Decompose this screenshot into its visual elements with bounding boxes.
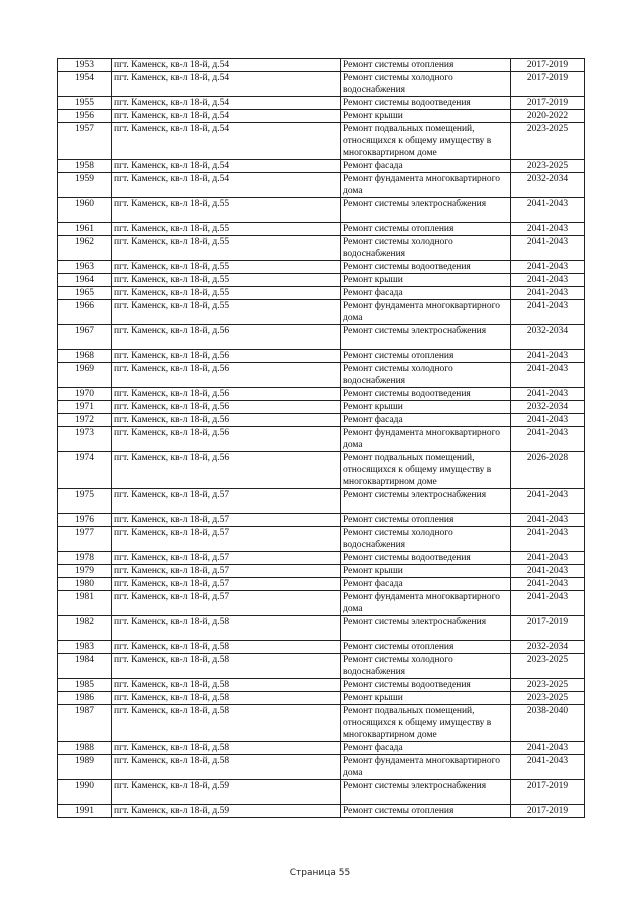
table-row (58, 489, 585, 514)
period-cell: 2023-2025 (511, 692, 585, 705)
period-cell: 2041-2043 (511, 755, 585, 780)
period-cell: 2032-2034 (511, 325, 585, 350)
table-row (58, 59, 585, 72)
work-type-cell: Ремонт системы отопления (341, 350, 511, 363)
address-cell: пгт. Каменск, кв-л 18-й, д.55 (112, 274, 341, 287)
table-row (58, 287, 585, 300)
table-row (58, 160, 585, 173)
address-cell: пгт. Каменск, кв-л 18-й, д.57 (112, 591, 341, 616)
address-cell: пгт. Каменск, кв-л 18-й, д.55 (112, 287, 341, 300)
period-cell: 2017-2019 (511, 72, 585, 97)
period-cell: 2041-2043 (511, 578, 585, 591)
period-cell: 2041-2043 (511, 514, 585, 527)
work-type-cell: Ремонт фундамента многоквартирного дома (341, 300, 511, 325)
period-cell: 2041-2043 (511, 427, 585, 452)
period-cell: 2017-2019 (511, 616, 585, 641)
table-row (58, 325, 585, 350)
work-type-cell: Ремонт системы холодного водоснабжения (341, 654, 511, 679)
table-row (58, 363, 585, 388)
row-number-cell: 1969 (58, 363, 112, 388)
row-number-cell: 1984 (58, 654, 112, 679)
table-row (58, 110, 585, 123)
work-type-cell: Ремонт системы холодного водоснабжения (341, 527, 511, 552)
table-row (58, 780, 585, 805)
address-cell: пгт. Каменск, кв-л 18-й, д.56 (112, 401, 341, 414)
period-cell: 2041-2043 (511, 363, 585, 388)
work-type-cell: Ремонт системы электроснабжения (341, 325, 511, 350)
work-type-cell: Ремонт системы отопления (341, 805, 511, 818)
work-type-cell: Ремонт системы холодного водоснабжения (341, 363, 511, 388)
work-type-cell: Ремонт системы электроснабжения (341, 198, 511, 223)
row-number-cell: 1961 (58, 223, 112, 236)
work-type-cell: Ремонт системы холодного водоснабжения (341, 236, 511, 261)
address-cell: пгт. Каменск, кв-л 18-й, д.57 (112, 552, 341, 565)
period-cell: 2041-2043 (511, 300, 585, 325)
row-number-cell: 1960 (58, 198, 112, 223)
period-cell: 2041-2043 (511, 223, 585, 236)
table-row (58, 705, 585, 742)
row-number-cell: 1977 (58, 527, 112, 552)
row-number-cell: 1991 (58, 805, 112, 818)
address-cell: пгт. Каменск, кв-л 18-й, д.56 (112, 363, 341, 388)
period-cell: 2041-2043 (511, 261, 585, 274)
row-number-cell: 1953 (58, 59, 112, 72)
table-row (58, 198, 585, 223)
table-row (58, 261, 585, 274)
row-number-cell: 1974 (58, 452, 112, 489)
table-row (58, 616, 585, 641)
works-table (57, 58, 585, 818)
period-cell: 2041-2043 (511, 198, 585, 223)
address-cell: пгт. Каменск, кв-л 18-й, д.57 (112, 489, 341, 514)
table-row (58, 578, 585, 591)
row-number-cell: 1983 (58, 641, 112, 654)
work-type-cell: Ремонт фасада (341, 160, 511, 173)
row-number-cell: 1982 (58, 616, 112, 641)
address-cell: пгт. Каменск, кв-л 18-й, д.54 (112, 72, 341, 97)
row-number-cell: 1980 (58, 578, 112, 591)
period-cell: 2017-2019 (511, 805, 585, 818)
address-cell: пгт. Каменск, кв-л 18-й, д.55 (112, 261, 341, 274)
table-row (58, 514, 585, 527)
work-type-cell: Ремонт крыши (341, 692, 511, 705)
work-type-cell: Ремонт подвальных помещений, относящихся к общему имуществу в многоквартирном доме (341, 123, 511, 160)
work-type-cell: Ремонт фасада (341, 578, 511, 591)
row-number-cell: 1975 (58, 489, 112, 514)
row-number-cell: 1978 (58, 552, 112, 565)
table-row (58, 427, 585, 452)
work-type-cell: Ремонт системы водоотведения (341, 388, 511, 401)
work-type-cell: Ремонт системы холодного водоснабжения (341, 72, 511, 97)
table-row (58, 300, 585, 325)
row-number-cell: 1972 (58, 414, 112, 427)
work-type-cell: Ремонт фасада (341, 742, 511, 755)
address-cell: пгт. Каменск, кв-л 18-й, д.55 (112, 223, 341, 236)
period-cell: 2017-2019 (511, 97, 585, 110)
row-number-cell: 1989 (58, 755, 112, 780)
address-cell: пгт. Каменск, кв-л 18-й, д.55 (112, 198, 341, 223)
address-cell: пгт. Каменск, кв-л 18-й, д.59 (112, 780, 341, 805)
work-type-cell: Ремонт фасада (341, 287, 511, 300)
work-type-cell: Ремонт фундамента многоквартирного дома (341, 591, 511, 616)
address-cell: пгт. Каменск, кв-л 18-й, д.58 (112, 679, 341, 692)
work-type-cell: Ремонт системы электроснабжения (341, 489, 511, 514)
table-row (58, 692, 585, 705)
row-number-cell: 1964 (58, 274, 112, 287)
address-cell: пгт. Каменск, кв-л 18-й, д.58 (112, 755, 341, 780)
work-type-cell: Ремонт подвальных помещений, относящихся к общему имуществу в многоквартирном доме (341, 452, 511, 489)
address-cell: пгт. Каменск, кв-л 18-й, д.57 (112, 565, 341, 578)
address-cell: пгт. Каменск, кв-л 18-й, д.54 (112, 160, 341, 173)
address-cell: пгт. Каменск, кв-л 18-й, д.54 (112, 59, 341, 72)
work-type-cell: Ремонт системы электроснабжения (341, 616, 511, 641)
row-number-cell: 1962 (58, 236, 112, 261)
address-cell: пгт. Каменск, кв-л 18-й, д.57 (112, 514, 341, 527)
period-cell: 2041-2043 (511, 591, 585, 616)
period-cell: 2026-2028 (511, 452, 585, 489)
work-type-cell: Ремонт фасада (341, 414, 511, 427)
period-cell: 2017-2019 (511, 780, 585, 805)
table-row (58, 414, 585, 427)
row-number-cell: 1967 (58, 325, 112, 350)
table-row (58, 654, 585, 679)
period-cell: 2041-2043 (511, 565, 585, 578)
row-number-cell: 1973 (58, 427, 112, 452)
table-row (58, 755, 585, 780)
work-type-cell: Ремонт системы водоотведения (341, 679, 511, 692)
address-cell: пгт. Каменск, кв-л 18-й, д.57 (112, 578, 341, 591)
address-cell: пгт. Каменск, кв-л 18-й, д.54 (112, 110, 341, 123)
period-cell: 2041-2043 (511, 552, 585, 565)
row-number-cell: 1976 (58, 514, 112, 527)
table-row (58, 72, 585, 97)
table-row (58, 679, 585, 692)
table-row (58, 173, 585, 198)
table-row (58, 97, 585, 110)
table-row (58, 552, 585, 565)
row-number-cell: 1954 (58, 72, 112, 97)
address-cell: пгт. Каменск, кв-л 18-й, д.56 (112, 350, 341, 363)
period-cell: 2041-2043 (511, 287, 585, 300)
row-number-cell: 1963 (58, 261, 112, 274)
row-number-cell: 1955 (58, 97, 112, 110)
work-type-cell: Ремонт системы отопления (341, 641, 511, 654)
period-cell: 2041-2043 (511, 489, 585, 514)
address-cell: пгт. Каменск, кв-л 18-й, д.54 (112, 173, 341, 198)
page-number: Страница 55 (289, 868, 351, 878)
row-number-cell: 1956 (58, 110, 112, 123)
work-type-cell: Ремонт системы отопления (341, 223, 511, 236)
period-cell: 2041-2043 (511, 527, 585, 552)
address-cell: пгт. Каменск, кв-л 18-й, д.56 (112, 452, 341, 489)
address-cell: пгт. Каменск, кв-л 18-й, д.59 (112, 805, 341, 818)
address-cell: пгт. Каменск, кв-л 18-й, д.54 (112, 97, 341, 110)
row-number-cell: 1968 (58, 350, 112, 363)
work-type-cell: Ремонт фундамента многоквартирного дома (341, 173, 511, 198)
table-row (58, 401, 585, 414)
row-number-cell: 1970 (58, 388, 112, 401)
address-cell: пгт. Каменск, кв-л 18-й, д.58 (112, 641, 341, 654)
table-row (58, 350, 585, 363)
work-type-cell: Ремонт системы электроснабжения (341, 780, 511, 805)
row-number-cell: 1985 (58, 679, 112, 692)
work-type-cell: Ремонт фундамента многоквартирного дома (341, 755, 511, 780)
address-cell: пгт. Каменск, кв-л 18-й, д.58 (112, 654, 341, 679)
work-type-cell: Ремонт системы водоотведения (341, 97, 511, 110)
table-row (58, 742, 585, 755)
table-row (58, 591, 585, 616)
work-type-cell: Ремонт крыши (341, 110, 511, 123)
table-row (58, 223, 585, 236)
period-cell: 2038-2040 (511, 705, 585, 742)
table-row (58, 274, 585, 287)
work-type-cell: Ремонт крыши (341, 565, 511, 578)
work-type-cell: Ремонт крыши (341, 274, 511, 287)
period-cell: 2023-2025 (511, 679, 585, 692)
row-number-cell: 1971 (58, 401, 112, 414)
work-type-cell: Ремонт системы отопления (341, 514, 511, 527)
row-number-cell: 1987 (58, 705, 112, 742)
address-cell: пгт. Каменск, кв-л 18-й, д.56 (112, 325, 341, 350)
period-cell: 2041-2043 (511, 742, 585, 755)
row-number-cell: 1990 (58, 780, 112, 805)
table-row (58, 236, 585, 261)
period-cell: 2032-2034 (511, 641, 585, 654)
period-cell: 2041-2043 (511, 388, 585, 401)
work-type-cell: Ремонт фундамента многоквартирного дома (341, 427, 511, 452)
address-cell: пгт. Каменск, кв-л 18-й, д.58 (112, 616, 341, 641)
address-cell: пгт. Каменск, кв-л 18-й, д.56 (112, 388, 341, 401)
address-cell: пгт. Каменск, кв-л 18-й, д.56 (112, 427, 341, 452)
work-type-cell: Ремонт системы водоотведения (341, 261, 511, 274)
table-body (58, 59, 585, 818)
row-number-cell: 1988 (58, 742, 112, 755)
table-row (58, 565, 585, 578)
work-type-cell: Ремонт подвальных помещений, относящихся к общему имуществу в многоквартирном доме (341, 705, 511, 742)
table-row (58, 527, 585, 552)
period-cell: 2032-2034 (511, 401, 585, 414)
row-number-cell: 1958 (58, 160, 112, 173)
address-cell: пгт. Каменск, кв-л 18-й, д.58 (112, 692, 341, 705)
period-cell: 2023-2025 (511, 654, 585, 679)
row-number-cell: 1981 (58, 591, 112, 616)
period-cell: 2041-2043 (511, 414, 585, 427)
period-cell: 2023-2025 (511, 123, 585, 160)
period-cell: 2032-2034 (511, 173, 585, 198)
table-row (58, 805, 585, 818)
period-cell: 2020-2022 (511, 110, 585, 123)
address-cell: пгт. Каменск, кв-л 18-й, д.55 (112, 300, 341, 325)
period-cell: 2017-2019 (511, 59, 585, 72)
row-number-cell: 1965 (58, 287, 112, 300)
work-type-cell: Ремонт системы отопления (341, 59, 511, 72)
row-number-cell: 1966 (58, 300, 112, 325)
address-cell: пгт. Каменск, кв-л 18-й, д.55 (112, 236, 341, 261)
table-row (58, 123, 585, 160)
work-type-cell: Ремонт крыши (341, 401, 511, 414)
period-cell: 2041-2043 (511, 236, 585, 261)
address-cell: пгт. Каменск, кв-л 18-й, д.58 (112, 705, 341, 742)
work-type-cell: Ремонт системы водоотведения (341, 552, 511, 565)
table-row (58, 641, 585, 654)
address-cell: пгт. Каменск, кв-л 18-й, д.57 (112, 527, 341, 552)
row-number-cell: 1986 (58, 692, 112, 705)
period-cell: 2023-2025 (511, 160, 585, 173)
address-cell: пгт. Каменск, кв-л 18-й, д.56 (112, 414, 341, 427)
table-row (58, 388, 585, 401)
address-cell: пгт. Каменск, кв-л 18-й, д.54 (112, 123, 341, 160)
period-cell: 2041-2043 (511, 350, 585, 363)
row-number-cell: 1979 (58, 565, 112, 578)
table-row (58, 452, 585, 489)
period-cell: 2041-2043 (511, 274, 585, 287)
row-number-cell: 1957 (58, 123, 112, 160)
address-cell: пгт. Каменск, кв-л 18-й, д.58 (112, 742, 341, 755)
row-number-cell: 1959 (58, 173, 112, 198)
